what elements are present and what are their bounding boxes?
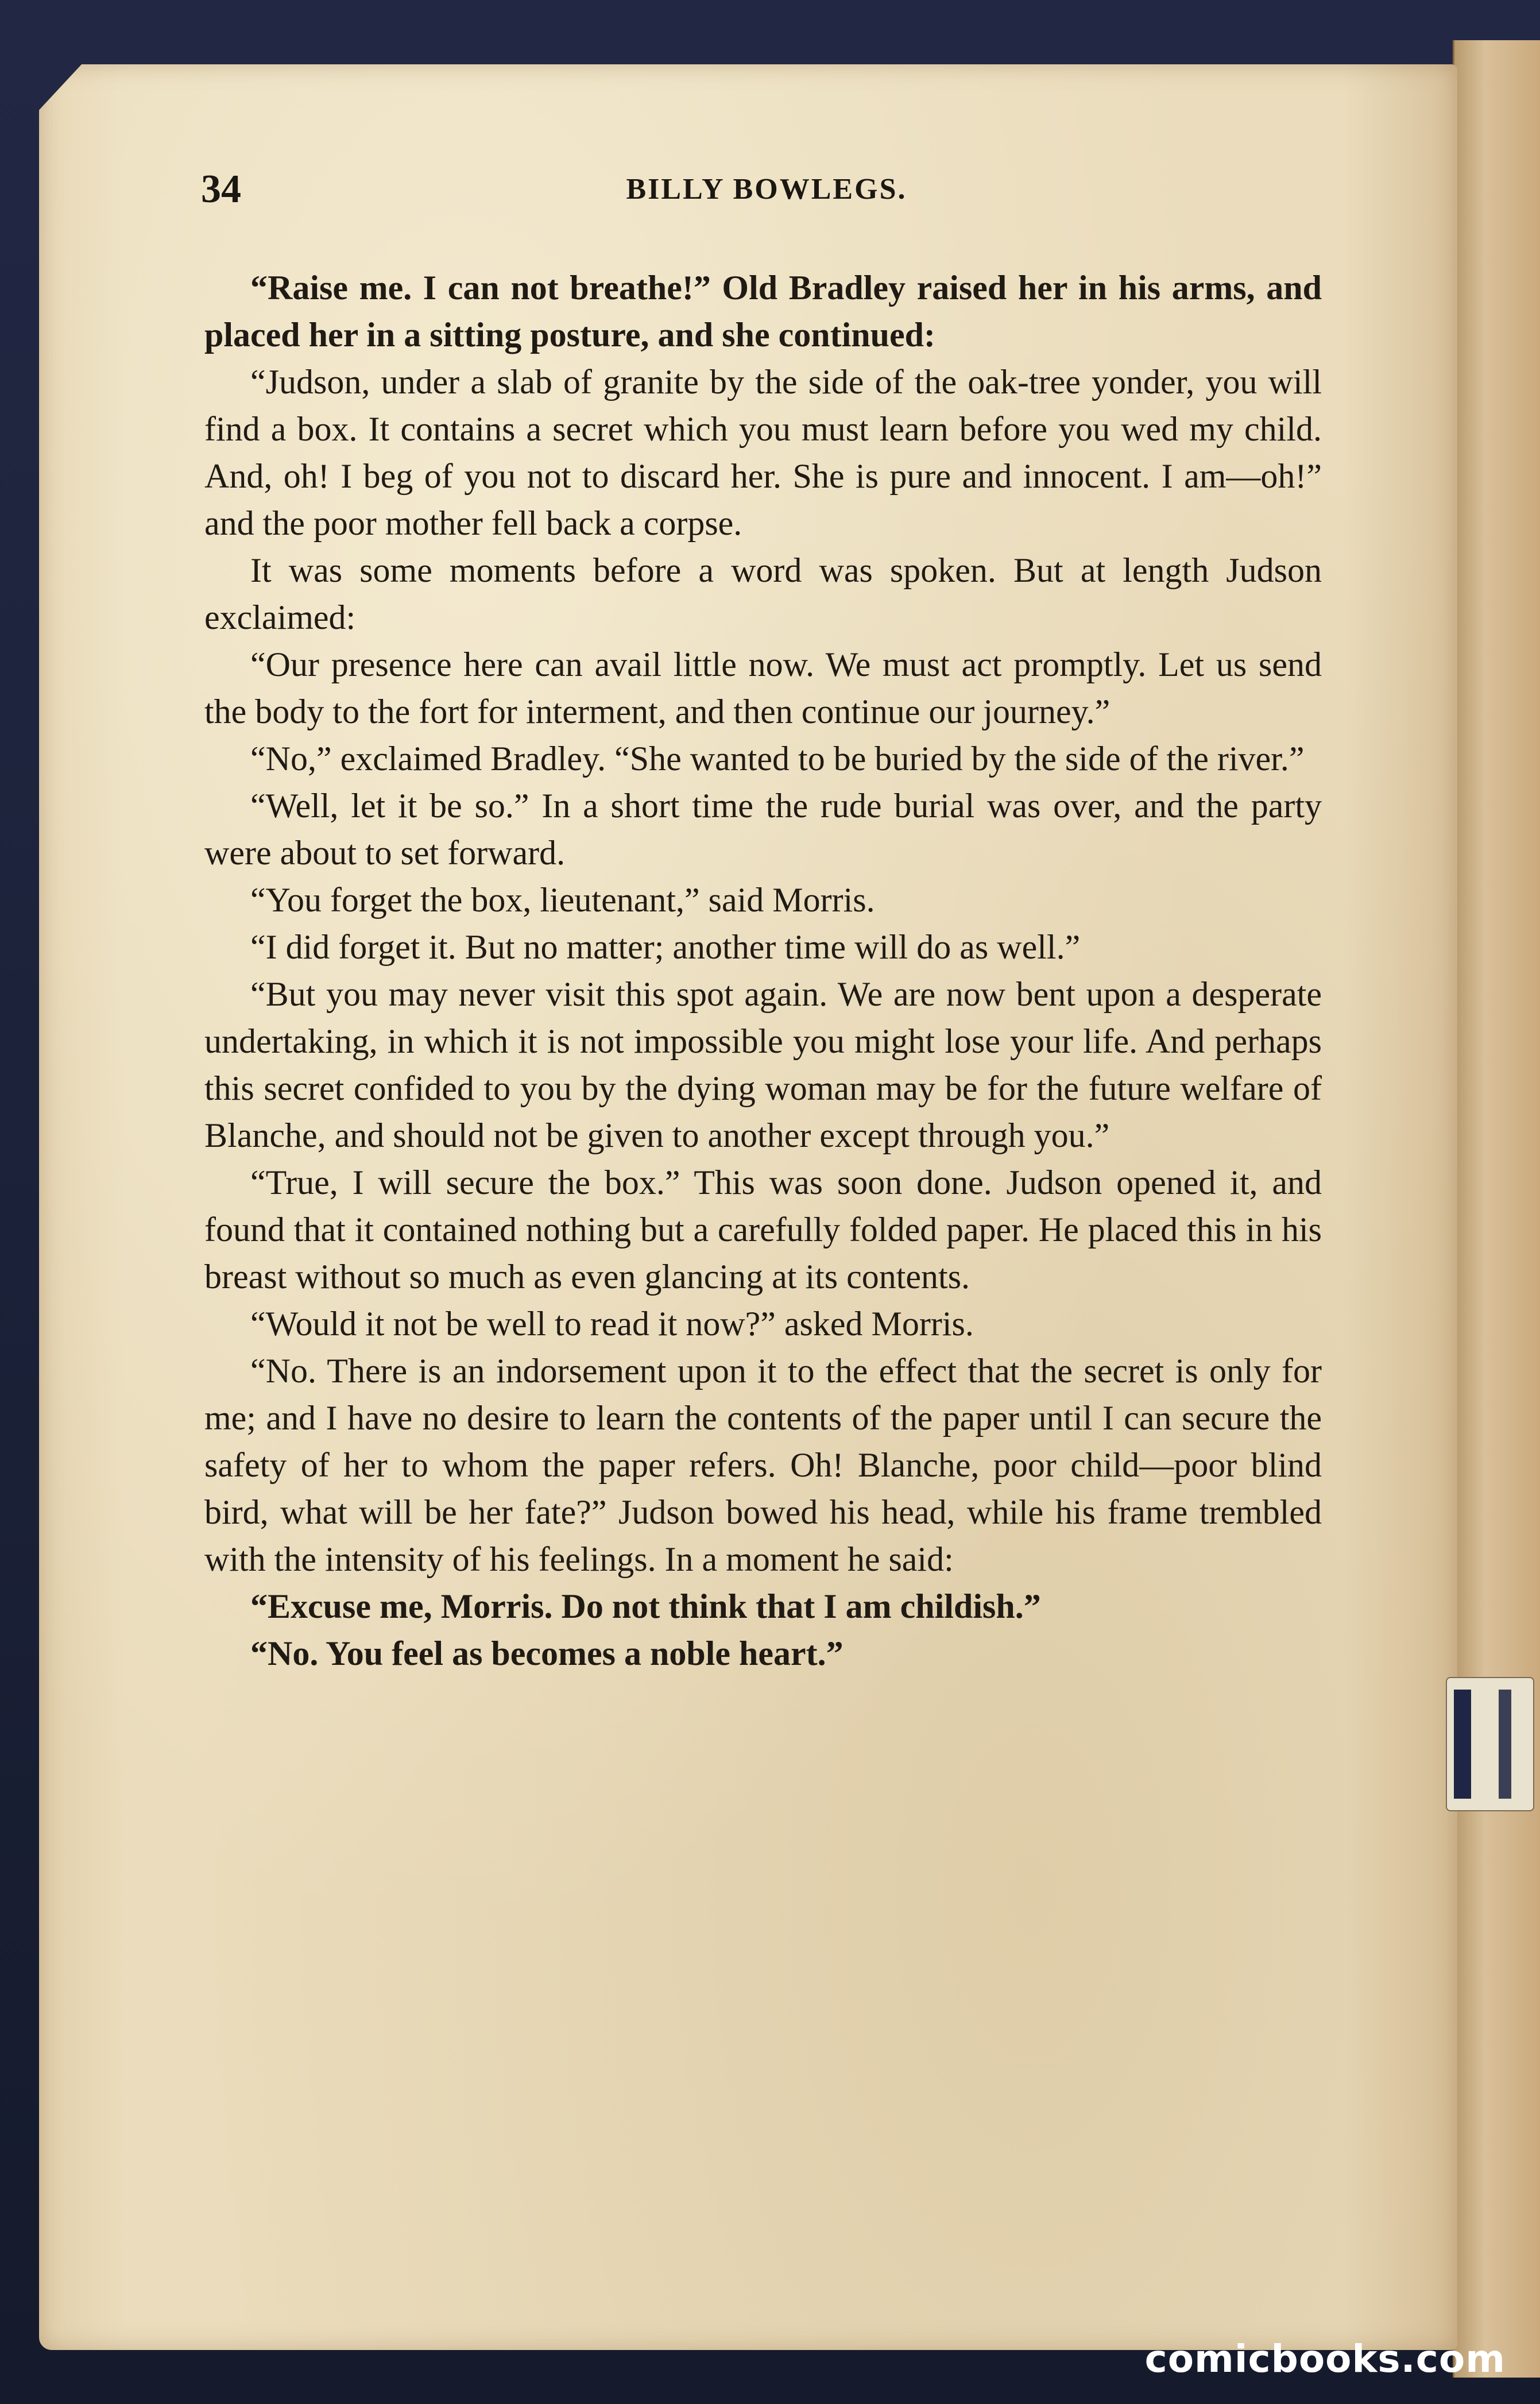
paragraph: “But you may never visit this spot again. We are now bent upon a desperate undertaking, in which it is not impossible you might lose your life. And perhaps this secret confided to you by the dying woman may be for the future welfare of Blanche, and should not be given to another except through you.” bbox=[204, 975, 1322, 1154]
body-text bbox=[204, 264, 1322, 1677]
paragraph: “I did forget it. But no matter; another time will do as well.” bbox=[250, 928, 1081, 966]
paragraph: “No,” exclaimed Bradley. “She wanted to be buried by the side of the river.” bbox=[250, 740, 1305, 778]
paragraph: “Well, let it be so.” In a short time the rude burial was over, and the party were about to set forward. bbox=[204, 787, 1322, 872]
binding-clip bbox=[1454, 1690, 1471, 1799]
paragraph: “Would it not be well to read it now?” asked Morris. bbox=[250, 1305, 974, 1343]
paragraph: “Judson, under a slab of granite by the side of the oak-tree yonder, you will find a box. It contains a secret which you must learn before you wed my child. And, oh! I beg of you not to discard her. She is pure and innocent. I am—oh!” and the poor mother fell back a corpse. bbox=[204, 363, 1322, 542]
paragraph: “No. There is an indorsement upon it to the effect that the secret is only for me; and I have no desire to learn the contents of the paper until I can secure the safety of her to whom the paper refers. Oh! Blanche, poor child—poor blind bird, what will be her fate?” Judson bowed his head, while his frame trembled with the intensity of his feelings. In a moment he said: bbox=[204, 1352, 1322, 1578]
running-title: BILLY BOWLEGS. bbox=[626, 173, 907, 206]
paragraph: “You forget the box, lieutenant,” said Morris. bbox=[250, 881, 875, 919]
paragraph: “Our presence here can avail little now. We must act promptly. Let us send the body to the fort for interment, and then continue our journey.” bbox=[204, 646, 1322, 731]
paragraph: “True, I will secure the box.” This was soon done. Judson opened it, and found that it contained nothing but a carefully folded paper. He placed this in his breast without so much as even glancing at its contents. bbox=[204, 1164, 1322, 1296]
paragraph: “No. You feel as becomes a noble heart.” bbox=[250, 1634, 843, 1672]
page-number: 34 bbox=[201, 167, 241, 211]
binding-tab bbox=[1446, 1677, 1534, 1811]
watermark-logo: comicbooks.com bbox=[1144, 2337, 1506, 2381]
paragraph: It was some moments before a word was spoken. But at length Judson exclaimed: bbox=[204, 551, 1322, 636]
paragraph: “Raise me. I can not breathe!” Old Bradley raised her in his arms, and placed her in a sitting posture, and she continued: bbox=[204, 269, 1322, 354]
running-head bbox=[167, 167, 1367, 212]
paragraph: “Excuse me, Morris. Do not think that I am childish.” bbox=[250, 1587, 1041, 1625]
binding-clip-secondary bbox=[1499, 1690, 1511, 1799]
adjacent-page-edge bbox=[1453, 40, 1540, 2378]
